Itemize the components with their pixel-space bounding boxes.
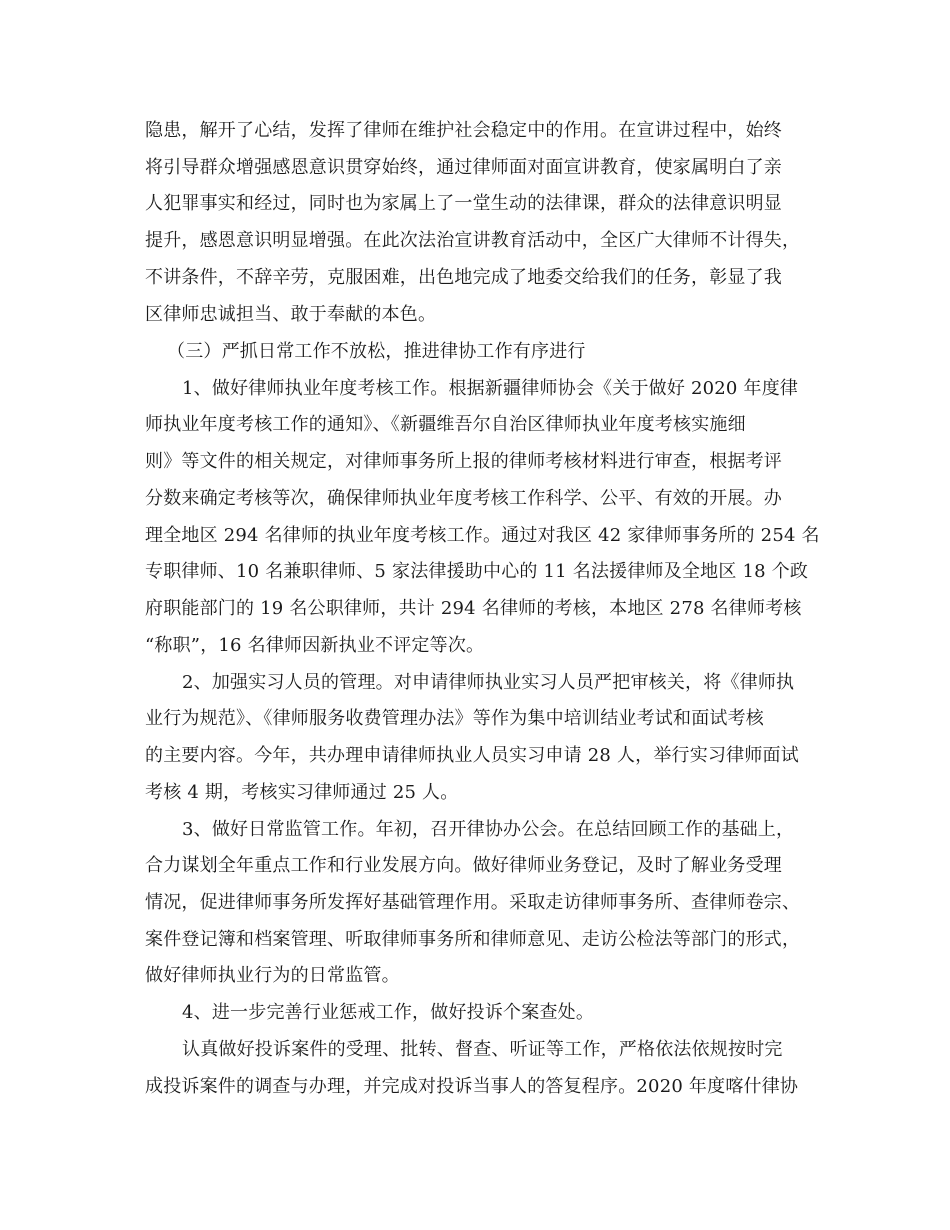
paragraph-line: 做好律师执业行为的日常监管。 xyxy=(145,965,400,986)
paragraph-line: 师执业年度考核工作的通知》、《新疆维吾尔自治区律师执业年度考核实施细 xyxy=(145,414,746,435)
paragraph-line: 人犯罪事实和经过，同时也为家属上了一堂生动的法律课，群众的法律意识明显 xyxy=(145,193,782,214)
paragraph-line: 府职能部门的 19 名公职律师，共计 294 名律师的考核，本地区 278 名律师考核 xyxy=(145,598,802,619)
paragraph-line: 的主要内容。今年，共办理申请律师执业人员实习申请 28 人，举行实习律师面试 xyxy=(145,745,799,766)
paragraph-line: 不讲条件，不辞辛劳，克服困难，出色地完成了地委交给我们的任务，彰显了我 xyxy=(145,267,782,288)
paragraph-line: 成投诉案件的调查与办理，并完成对投诉当事人的答复程序。2020 年度喀什律协 xyxy=(145,1076,799,1097)
paragraph-line: 理全地区 294 名律师的执业年度考核工作。通过对我区 42 家律师事务所的 254 名 xyxy=(145,525,820,546)
paragraph-line: 分数来确定考核等次，确保律师执业年度考核工作科学、公平、有效的开展。办 xyxy=(145,488,782,509)
paragraph-line: 区律师忠诚担当、敢于奉献的本色。 xyxy=(145,304,437,325)
paragraph-line: 案件登记簿和档案管理、听取律师事务所和律师意见、走访公检法等部门的形式， xyxy=(145,929,801,950)
paragraph-line: 3、做好日常监管工作。年初，召开律协办公会。在总结回顾工作的基础上， xyxy=(182,819,795,840)
paragraph-line: 2、加强实习人员的管理。对申请律师执业实习人员严把审核关，将《律师执 xyxy=(182,672,795,693)
paragraph-line: 认真做好投诉案件的受理、批转、督查、听证等工作，严格依法依规按时完 xyxy=(182,1039,783,1060)
paragraph-line: 合力谋划全年重点工作和行业发展方向。做好律师业务登记，及时了解业务受理 xyxy=(145,855,782,876)
paragraph-line: “称职”，16 名律师因新执业不评定等次。 xyxy=(145,635,485,656)
section-heading: （三）严抓日常工作不放松，推进律协工作有序进行 xyxy=(167,341,586,362)
paragraph-line: 业行为规范》、《律师服务收费管理办法》等作为集中培训结业考试和面试考核 xyxy=(145,708,764,729)
paragraph-line: 1、做好律师执业年度考核工作。根据新疆律师协会《关于做好 2020 年度律 xyxy=(182,378,799,399)
paragraph-line: 隐患，解开了心结，发挥了律师在维护社会稳定中的作用。在宣讲过程中，始终 xyxy=(145,120,782,141)
paragraph-line: 专职律师、10 名兼职律师、5 家法律援助中心的 11 名法援律师及全地区 18 个政 xyxy=(145,561,809,582)
paragraph-line: 情况，促进律师事务所发挥好基础管理作用。采取走访律师事务所、查律师卷宗、 xyxy=(145,892,801,913)
paragraph-line: 考核 4 期，考核实习律师通过 25 人。 xyxy=(145,782,459,803)
paragraph-line: 将引导群众增强感恩意识贯穿始终，通过律师面对面宣讲教育，使家属明白了亲 xyxy=(145,157,782,178)
paragraph-line: 则》等文件的相关规定，对律师事务所上报的律师考核材料进行审查，根据考评 xyxy=(145,451,782,472)
paragraph-line: 提升，感恩意识明显增强。在此次法治宣讲教育活动中，全区广大律师不计得失， xyxy=(145,230,801,251)
paragraph-line: 4、进一步完善行业惩戒工作，做好投诉个案查处。 xyxy=(182,1002,595,1023)
